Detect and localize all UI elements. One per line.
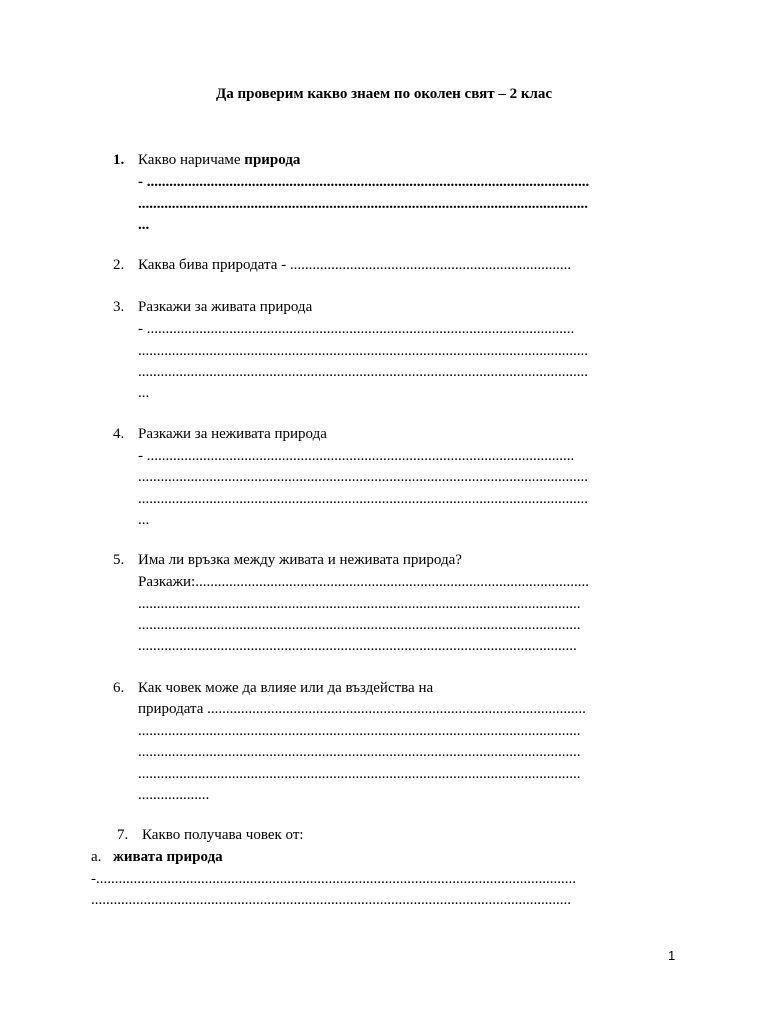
sub-item-a-label: а. xyxy=(91,849,102,865)
question-1-text-bold: природа xyxy=(244,152,301,168)
question-6-text: Как човек може да влияе или да въздейства на xyxy=(138,680,434,696)
answer-line-6-2: ...................................................................................................................... xyxy=(138,723,581,739)
answer-line-6-5: ................... xyxy=(138,787,210,803)
question-4-text: Разкажи за неживата природа xyxy=(138,426,327,442)
answer-line-2-1: ........................................................................... xyxy=(289,257,572,273)
answer-line-4-2: ........................................................................................................................ xyxy=(138,469,588,485)
answer-line-4-4: ... xyxy=(138,512,150,528)
answer-line-6-3: ...................................................................................................................... xyxy=(138,744,581,760)
answer-line-1-3: ... xyxy=(138,217,150,233)
question-5-number: 5. xyxy=(113,552,125,568)
answer-line-5-2: ...................................................................................................................... xyxy=(138,596,581,612)
question-6-number: 6. xyxy=(113,680,125,696)
question-2-number: 2. xyxy=(113,257,125,273)
answer-line-3-2: ........................................................................................................................ xyxy=(138,343,588,359)
question-1-number: 1. xyxy=(113,152,125,168)
question-4-number: 4. xyxy=(113,426,125,442)
answer-line-7-2: ................................................................................................................................ xyxy=(91,892,571,908)
question-1-text xyxy=(138,150,300,170)
question-7-text: Какво получава човек от: xyxy=(142,827,304,843)
answer-line-1-2: ........................................................................................................................ xyxy=(138,196,588,212)
question-2-text xyxy=(138,255,571,275)
question-3-number: 3. xyxy=(113,299,125,315)
page-number: 1 xyxy=(668,948,676,963)
answer-line-6-4: ...................................................................................................................... xyxy=(138,766,581,782)
question-5-text: Има ли връзка между живата и неживата природа? xyxy=(138,552,462,568)
answer-line-7-1: -................................................................................................................................ xyxy=(91,871,576,887)
question-1-text-plain: Какво наричаме xyxy=(138,152,245,168)
sub-item-a-text: живата природа xyxy=(113,849,223,865)
answer-line-4-1: - .................................................................................................................. xyxy=(138,448,575,464)
answer-line-1-1: - ...................................................................................................................... xyxy=(138,174,590,190)
answer-line-5-3: ...................................................................................................................... xyxy=(138,617,581,633)
question-7-number: 7. xyxy=(117,827,129,843)
answer-line-4-3: ........................................................................................................................ xyxy=(138,491,588,507)
answer-line-5-1: Разкажи:......................................................................................................... xyxy=(138,574,589,590)
answer-line-5-4: ..................................................................................................................... xyxy=(138,638,577,654)
question-3-text: Разкажи за живата природа xyxy=(138,299,313,315)
question-2-label: Каква бива природата - xyxy=(138,257,290,273)
answer-line-3-3: ........................................................................................................................ xyxy=(138,364,588,380)
answer-line-3-4: ... xyxy=(138,385,150,401)
answer-line-6-1: природата ..................................................................................................... xyxy=(138,701,586,717)
answer-line-3-1: - .................................................................................................................. xyxy=(138,321,575,337)
page-title: Да проверим какво знаем по околен свят – 2 клас xyxy=(215,86,553,102)
